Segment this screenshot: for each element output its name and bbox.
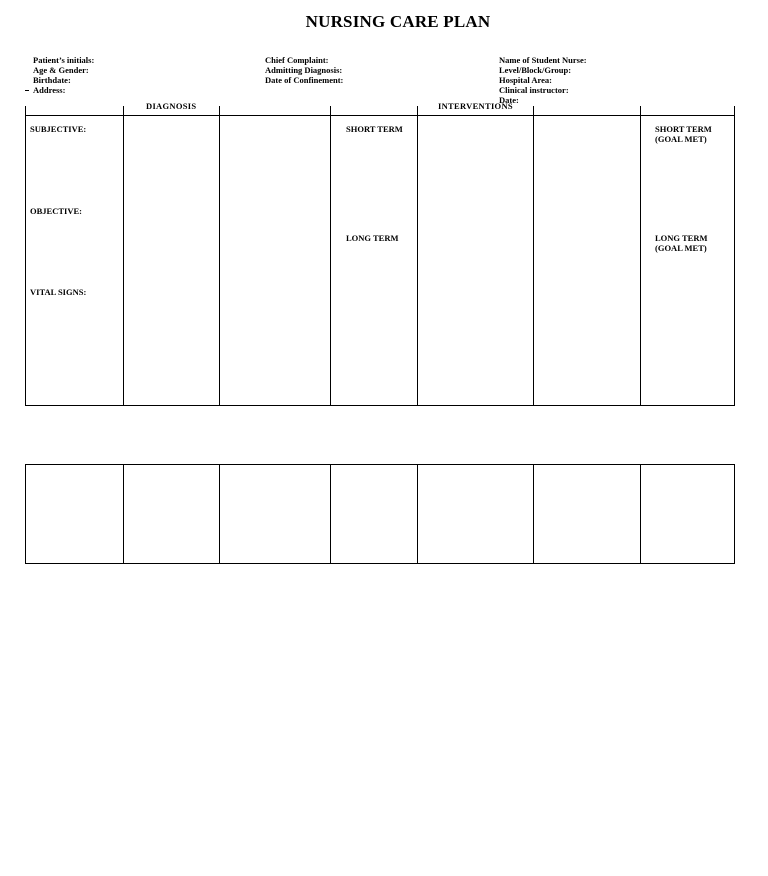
birthdate-label: Birthdate: <box>33 75 71 85</box>
date-of-confinement-label: Date of Confinement: <box>265 75 344 85</box>
patient-info-left <box>33 55 94 95</box>
column-divider <box>417 465 418 563</box>
clinical-instructor-label: Clinical instructor: <box>499 85 569 95</box>
vital-signs-label: VITAL SIGNS: <box>30 287 87 297</box>
column-divider <box>219 465 220 563</box>
objective-label: OBJECTIVE: <box>30 206 82 216</box>
age-gender-label: Age & Gender: <box>33 65 89 75</box>
table-corner-mark <box>25 90 29 91</box>
admitting-diagnosis-label: Admitting Diagnosis: <box>265 65 343 75</box>
continuation-table <box>25 464 735 564</box>
short-term-goal-label: SHORT TERM <box>346 124 403 134</box>
long-term-goal-label: LONG TERM <box>346 233 399 243</box>
column-divider <box>330 106 331 405</box>
student-nurse-label: Name of Student Nurse: <box>499 55 587 65</box>
short-term-evaluation-label: SHORT TERM (GOAL MET) <box>655 124 712 144</box>
chief-complaint-label: Chief Complaint: <box>265 55 329 65</box>
column-divider <box>123 465 124 563</box>
patient-info-middle <box>265 55 343 85</box>
column-divider <box>330 465 331 563</box>
column-divider <box>417 106 418 405</box>
column-divider <box>533 465 534 563</box>
column-divider <box>533 106 534 405</box>
column-divider <box>123 106 124 405</box>
patient-initials-label: Patient’s initials: <box>33 55 95 65</box>
column-divider <box>640 106 641 405</box>
column-divider <box>219 106 220 405</box>
address-label: Address: <box>33 85 66 95</box>
care-plan-table <box>25 102 735 406</box>
column-divider <box>640 465 641 563</box>
patient-info-right <box>499 55 587 105</box>
page-title: NURSING CARE PLAN <box>305 12 491 31</box>
diagnosis-header: DIAGNOSIS <box>146 102 197 111</box>
hospital-area-label: Hospital Area: <box>499 75 552 85</box>
header-divider <box>26 115 734 116</box>
interventions-header: INTERVENTIONS <box>438 102 513 111</box>
subjective-label: SUBJECTIVE: <box>30 124 87 134</box>
long-term-evaluation-label: LONG TERM (GOAL MET) <box>655 233 708 253</box>
level-block-group-label: Level/Block/Group: <box>499 65 572 75</box>
date-label: Date: <box>499 95 519 105</box>
